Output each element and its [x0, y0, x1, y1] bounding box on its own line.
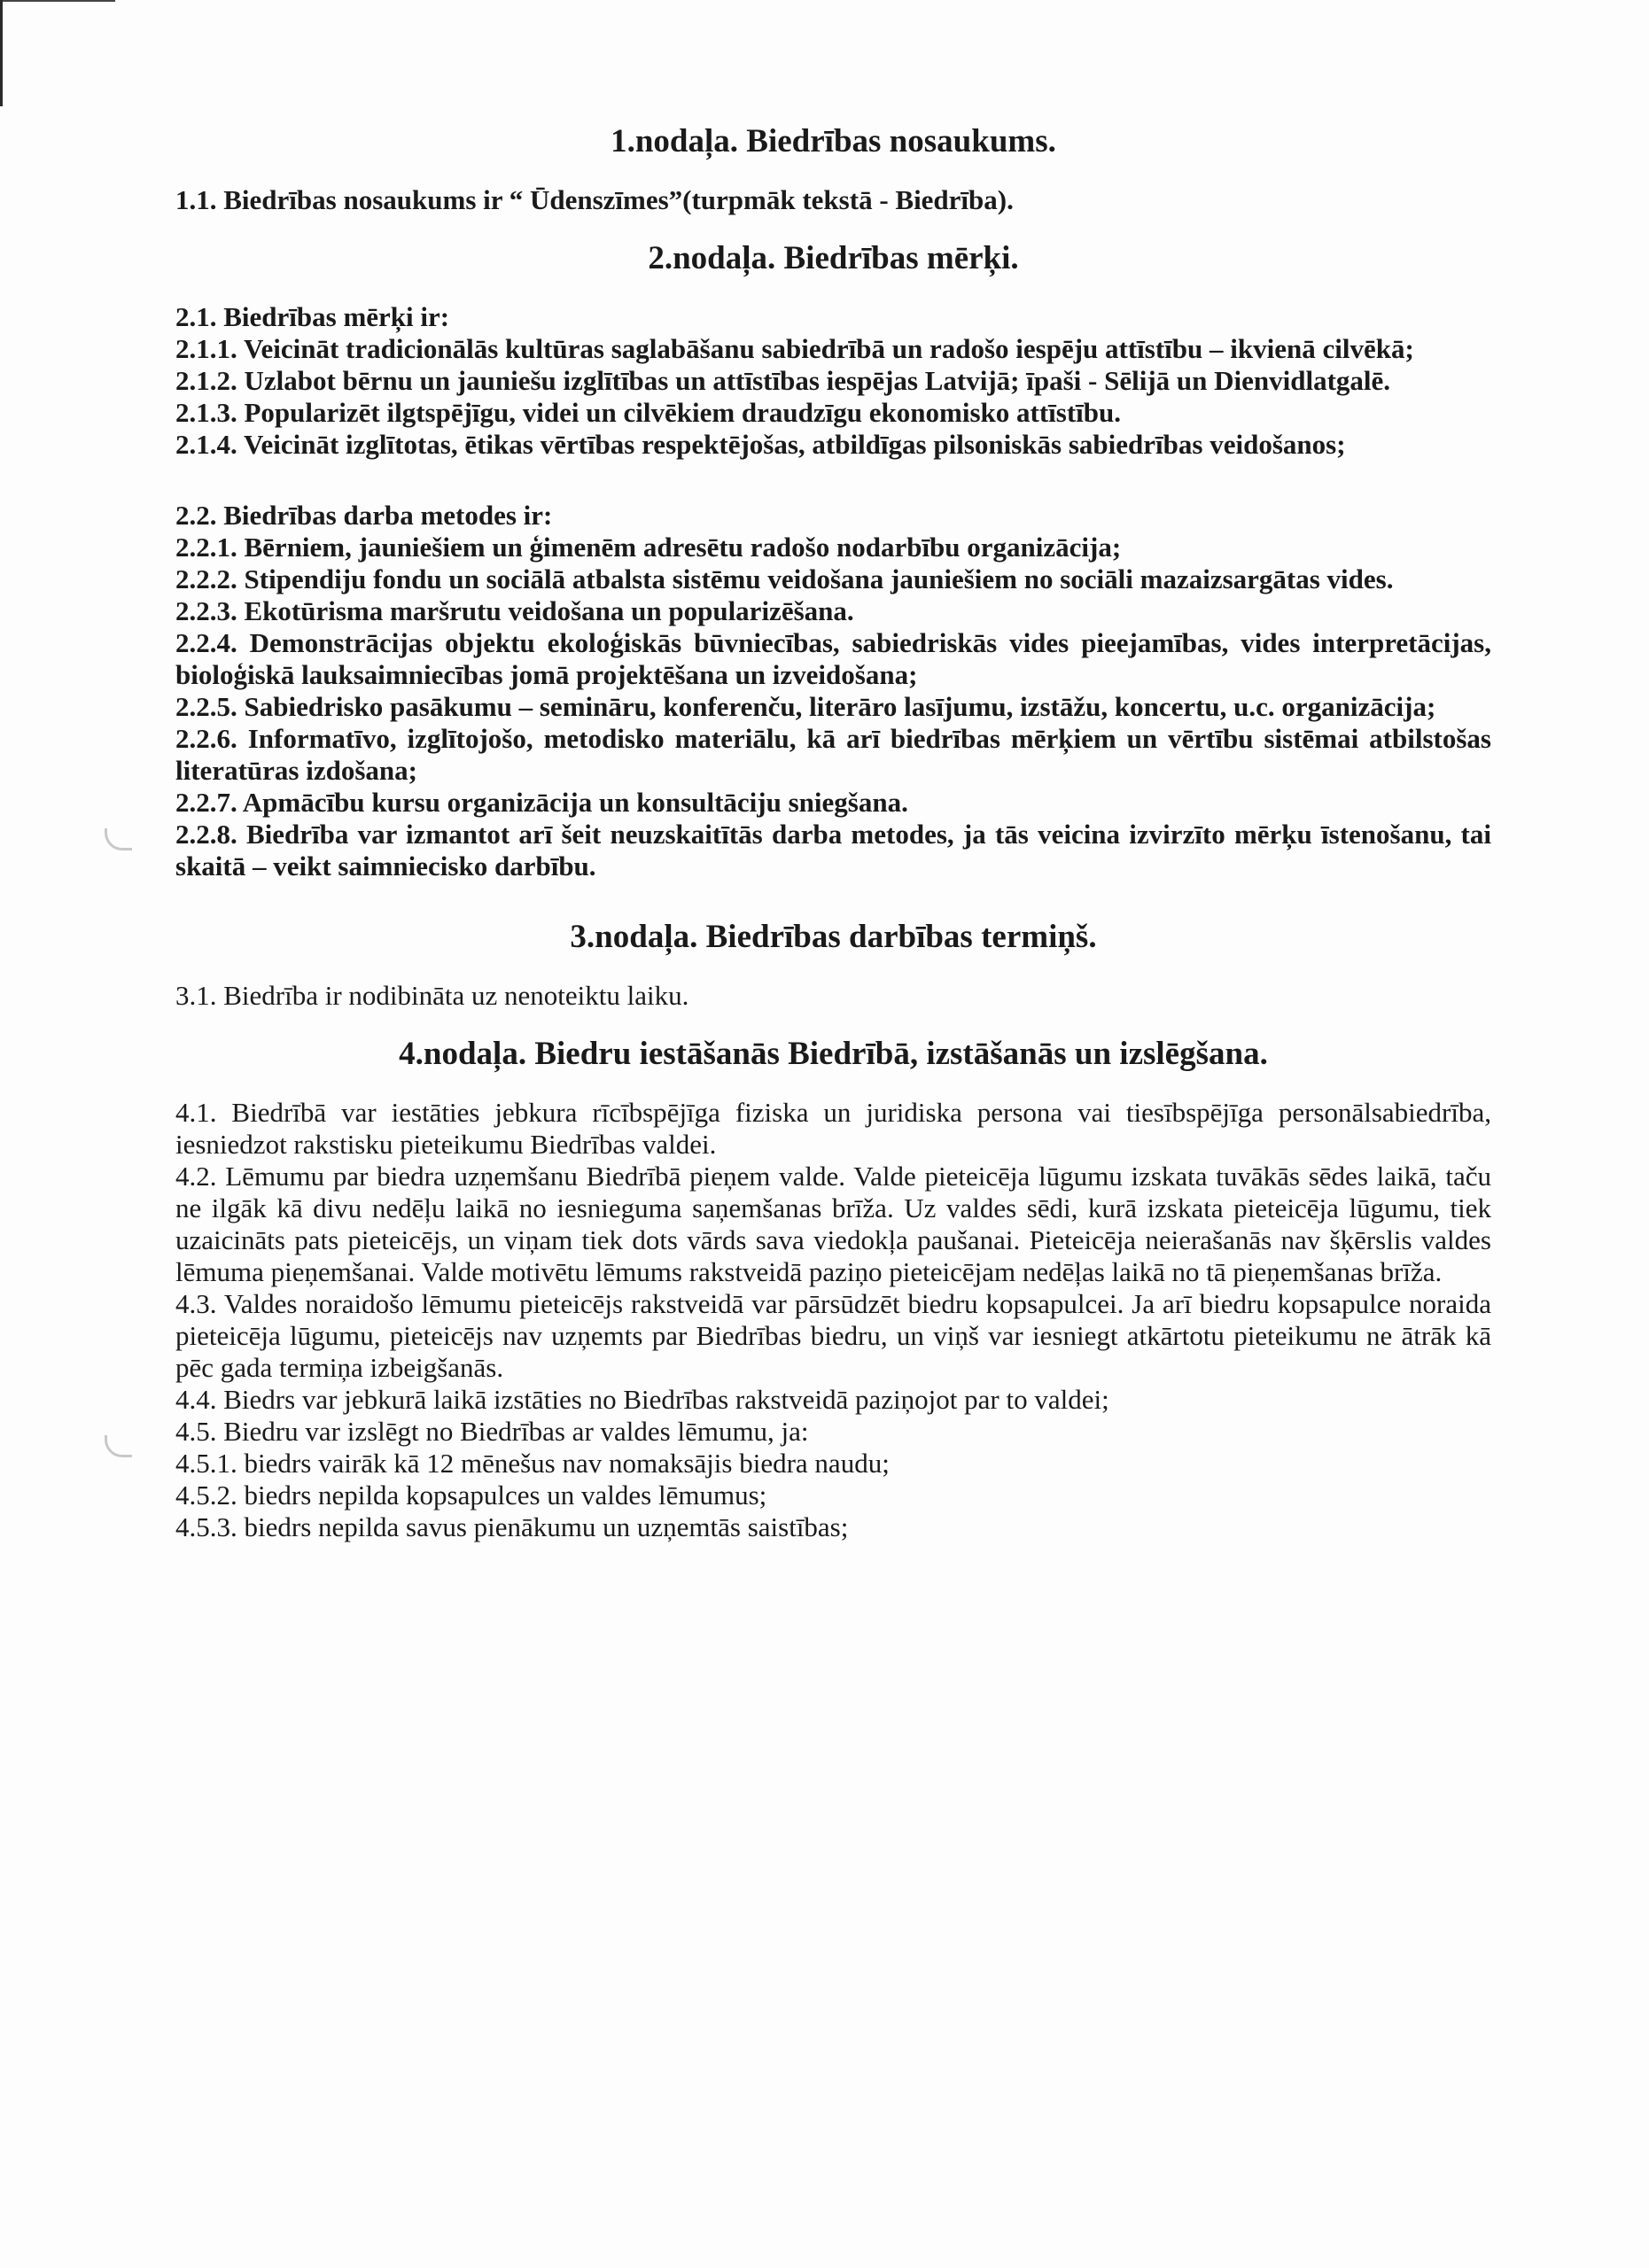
- clause-2-1-1: 2.1.1. Veicināt tradicionālās kultūras saglabāšanu sabiedrībā un radošo iespēju attīstību – ikvienā cilvēkā;: [175, 333, 1414, 364]
- clause-2-1-4: 2.1.4. Veicināt izglītotas, ētikas vērtības respektējošas, atbildīgas pilsoniskās sabiedrības veidošanos;: [175, 429, 1346, 460]
- clause-2-2-2: 2.2.2. Stipendiju fondu un sociālā atbalsta sistēmu veidošana jauniešiem no sociāli mazaizsargātas vides.: [175, 563, 1394, 594]
- chapter-1-heading: 1.nodaļa. Biedrības nosaukums.: [611, 123, 1056, 159]
- clause-4-3: 4.3. Valdes noraidošo lēmumu pieteicējs rakstveidā var pārsūdzēt biedru kopsapulcei. Ja arī biedru kopsapulce noraida pieteicēja lūgumu, pieteicējs nav uzņemts par Biedrības biedru, un viņš var iesniegt atkārtotu pieteikumu ne ātrāk kā pēc gada termiņa izbeigšanās.: [175, 1288, 1491, 1383]
- chapter-4-heading: 4.nodaļa. Biedru iestāšanās Biedrībā, izstāšanās un izslēgšana.: [399, 1036, 1268, 1072]
- clause-2-2-4: 2.2.4. Demonstrācijas objektu ekoloģiskās būvniecības, sabiedriskās vides pieejamības, vides interpretācijas, bioloģiskā lauksaimniecības jomā projektēšana un izveidošana;: [175, 627, 1491, 690]
- clause-2-1-2: 2.1.2. Uzlabot bērnu un jauniešu izglītības un attīstības iespējas Latvijā; īpaši - Sēlijā un Dienvidlatgalē.: [175, 365, 1391, 396]
- clause-2-2-7: 2.2.7. Apmācību kursu organizācija un konsultāciju sniegšana.: [175, 787, 908, 818]
- scan-edge-top: [0, 0, 115, 2]
- document-body: [175, 123, 1491, 1543]
- clause-4-5-3: 4.5.3. biedrs nepilda savus pienākumu un uzņemtās saistības;: [175, 1511, 849, 1542]
- clause-2-1-3: 2.1.3. Popularizēt ilgtspējīgu, videi un cilvēkiem draudzīgu ekonomisko attīstību.: [175, 397, 1121, 428]
- scan-edge-left: [0, 0, 3, 106]
- clause-4-2: 4.2. Lēmumu par biedra uzņemšanu Biedrībā pieņem valde. Valde pieteicēja lūgumu izskata tuvākās sēdes laikā, taču ne ilgāk kā divu nedēļu laikā no iesnieguma saņemšanas brīža. Uz valdes sēdi, kurā izskata pieteicēja lūgumu, tiek uzaicināts pats pieteicējs, un viņam tiek dots vārds sava viedokļa paušanai. Pieteicēja neierašanās nav šķērslis valdes lēmuma pieņemšanai. Valde motivētu lēmums rakstveidā paziņo pieteicējam nedēļas laikā no tā pieņemšanas brīža.: [175, 1161, 1491, 1287]
- punch-hole-mark: [105, 828, 132, 850]
- chapter-2-heading: 2.nodaļa. Biedrības mērķi.: [648, 240, 1019, 276]
- clause-2-2-5: 2.2.5. Sabiedrisko pasākumu – semināru, konferenču, literāro lasījumu, izstāžu, koncertu, u.c. organizācija;: [175, 691, 1436, 722]
- chapter-3-heading: 3.nodaļa. Biedrības darbības termiņš.: [570, 919, 1097, 955]
- clause-4-5-1: 4.5.1. biedrs vairāk kā 12 mēnešus nav nomaksājis biedra naudu;: [175, 1448, 890, 1479]
- clause-3-1: 3.1. Biedrība ir nodibināta uz nenoteiktu laiku.: [175, 980, 689, 1011]
- clause-4-1: 4.1. Biedrībā var iestāties jebkura rīcībspējīga fiziska un juridiska persona vai tiesībspējīga personālsabiedrība, iesniedzot rakstisku pieteikumu Biedrības valdei.: [175, 1097, 1491, 1160]
- clause-1-1: 1.1. Biedrības nosaukums ir “ Ūdenszīmes”(turpmāk tekstā - Biedrība).: [175, 184, 1014, 215]
- clause-2-2-3: 2.2.3. Ekotūrisma maršrutu veidošana un popularizēšana.: [175, 595, 854, 626]
- clause-2-2-8: 2.2.8. Biedrība var izmantot arī šeit neuzskaitītās darba metodes, ja tās veicina izvirzīto mērķu īstenošanu, tai skaitā – veikt saimniecisko darbību.: [175, 819, 1491, 882]
- clause-2-1: 2.1. Biedrības mērķi ir:: [175, 301, 450, 332]
- clause-2-2-6: 2.2.6. Informatīvo, izglītojošo, metodisko materiālu, kā arī biedrības mērķiem un vērtību sistēmai atbilstošas literatūras izdošana;: [175, 723, 1491, 786]
- punch-hole-mark: [105, 1435, 132, 1457]
- clause-4-5-2: 4.5.2. biedrs nepilda kopsapulces un valdes lēmumus;: [175, 1480, 767, 1511]
- clause-4-5: 4.5. Biedru var izslēgt no Biedrības ar valdes lēmumu, ja:: [175, 1416, 809, 1447]
- clause-4-4: 4.4. Biedrs var jebkurā laikā izstāties no Biedrības rakstveidā paziņojot par to valdei;: [175, 1384, 1109, 1415]
- clause-2-2-1: 2.2.1. Bērniem, jauniešiem un ģimenēm adresētu radošo nodarbību organizācija;: [175, 532, 1122, 563]
- clause-2-2: 2.2. Biedrības darba metodes ir:: [175, 500, 553, 531]
